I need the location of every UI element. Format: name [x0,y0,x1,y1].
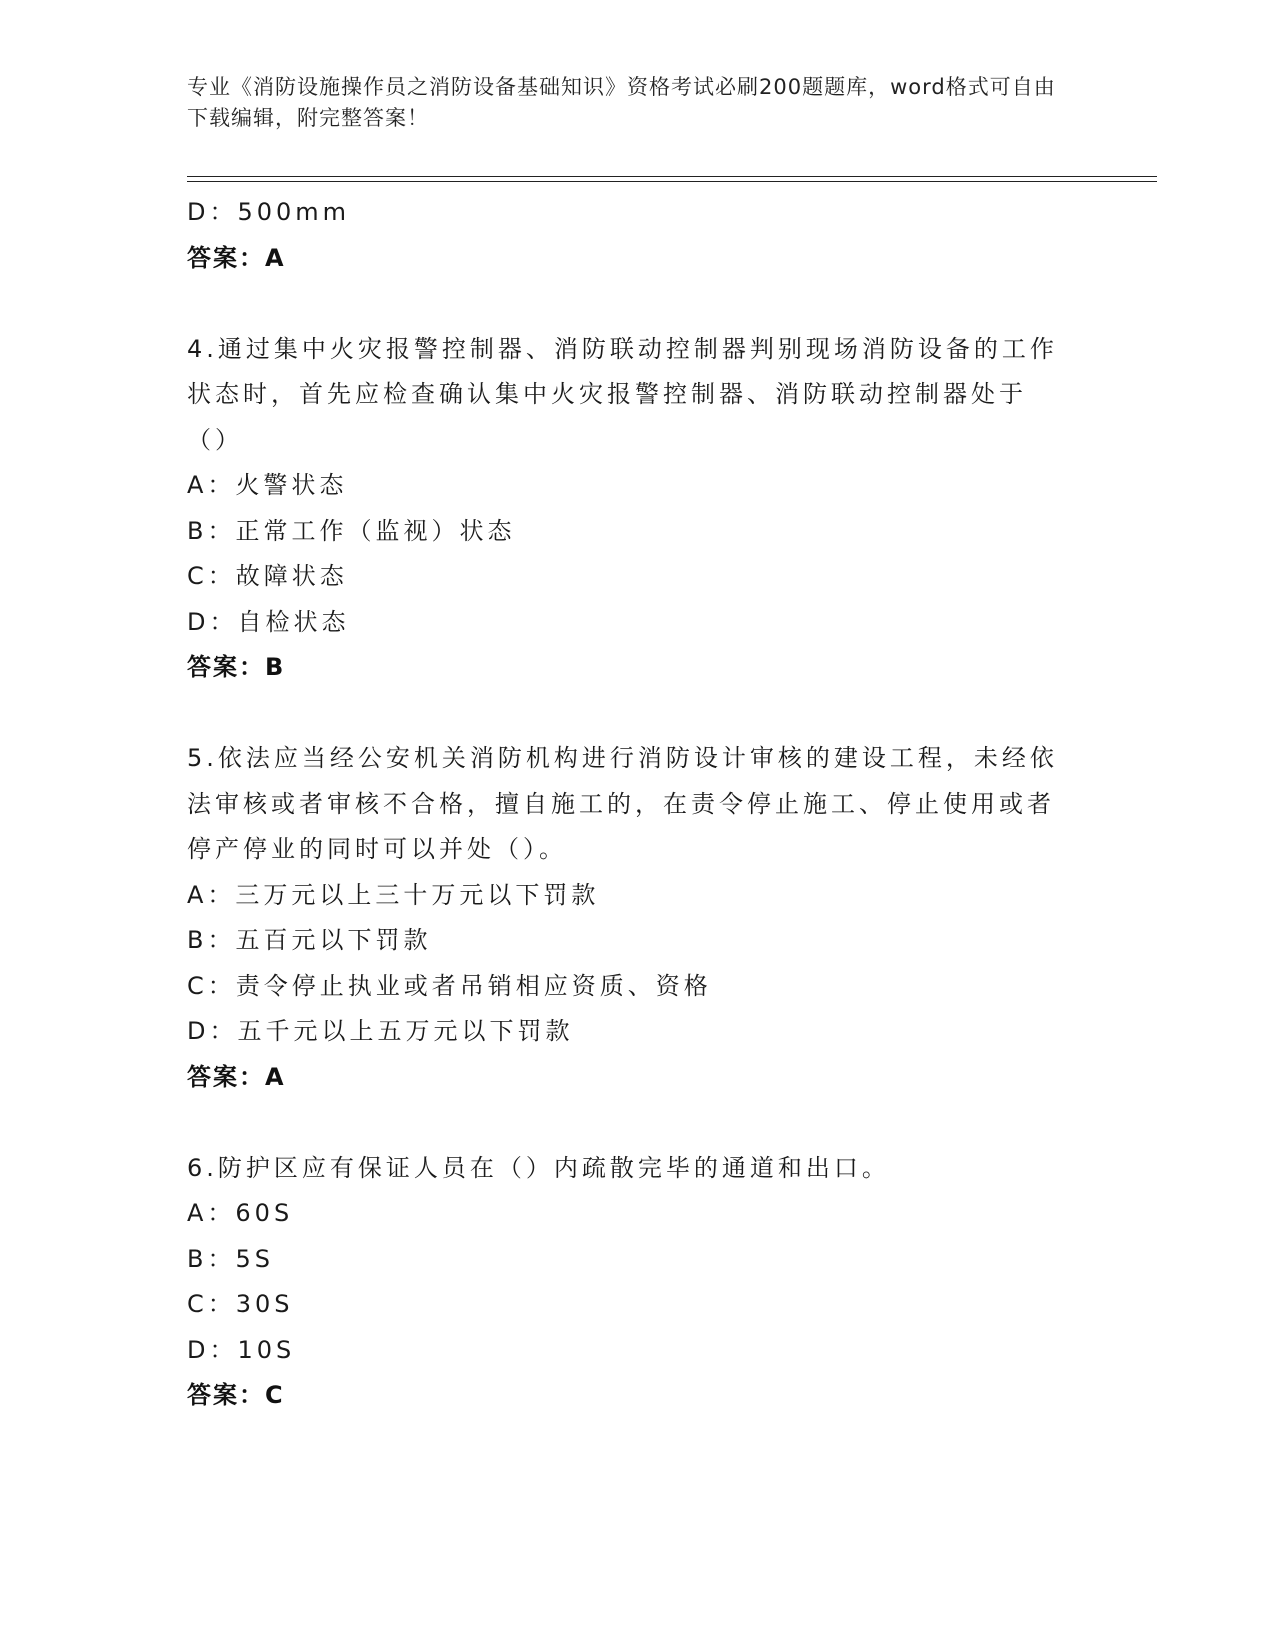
page-header: 专业《消防设施操作员之消防设备基础知识》资格考试必刷200题题库，word格式可自由下载编辑，附完整答案！ [187,75,1056,130]
question-stem: 4.通过集中火灾报警控制器、消防联动控制器判别现场消防设备的工作状态时，首先应检查确认集中火灾报警控制器、消防联动控制器处于（） [187,334,1058,454]
option-d: D：500mm [187,198,351,226]
header-divider-thin [187,181,1157,182]
header-divider-thick [187,176,1157,177]
answer-line: 答案：A [187,243,286,272]
question-stem: 5.依法应当经公安机关消防机构进行消防设计审核的建设工程，未经依法审核或者审核不合格，擅自施工的，在责令停止施工、停止使用或者停产停业的同时可以并处（）。 [187,744,1058,863]
option-d: D：自检状态 [187,607,350,636]
option-c: C：30S [187,1290,294,1318]
question-block [187,736,1067,1100]
option-a: A：火警状态 [187,471,348,499]
option-b: B：五百元以下罚款 [187,926,432,954]
question-stem: 6.防护区应有保证人员在（）内疏散完毕的通道和出口。 [187,1153,890,1182]
question-content [187,190,1067,1419]
option-c: C：故障状态 [187,562,348,590]
question-block [187,327,1067,691]
spacer [187,1100,1067,1146]
option-c: C：责令停止执业或者吊销相应资质、资格 [187,971,712,1000]
option-b: B：正常工作（监视）状态 [187,516,516,545]
answer-line: 答案：C [187,1381,285,1409]
answer-line: 答案：A [187,1062,286,1091]
option-a: A：60S [187,1199,294,1227]
spacer [187,691,1067,737]
option-d: D：10S [187,1335,296,1364]
option-d: D：五千元以上五万元以下罚款 [187,1017,574,1045]
option-a: A：三万元以上三十万元以下罚款 [187,880,600,909]
question-block [187,1146,1067,1419]
option-b: B：5S [187,1244,274,1273]
spacer [187,281,1067,327]
answer-line: 答案：B [187,653,286,681]
